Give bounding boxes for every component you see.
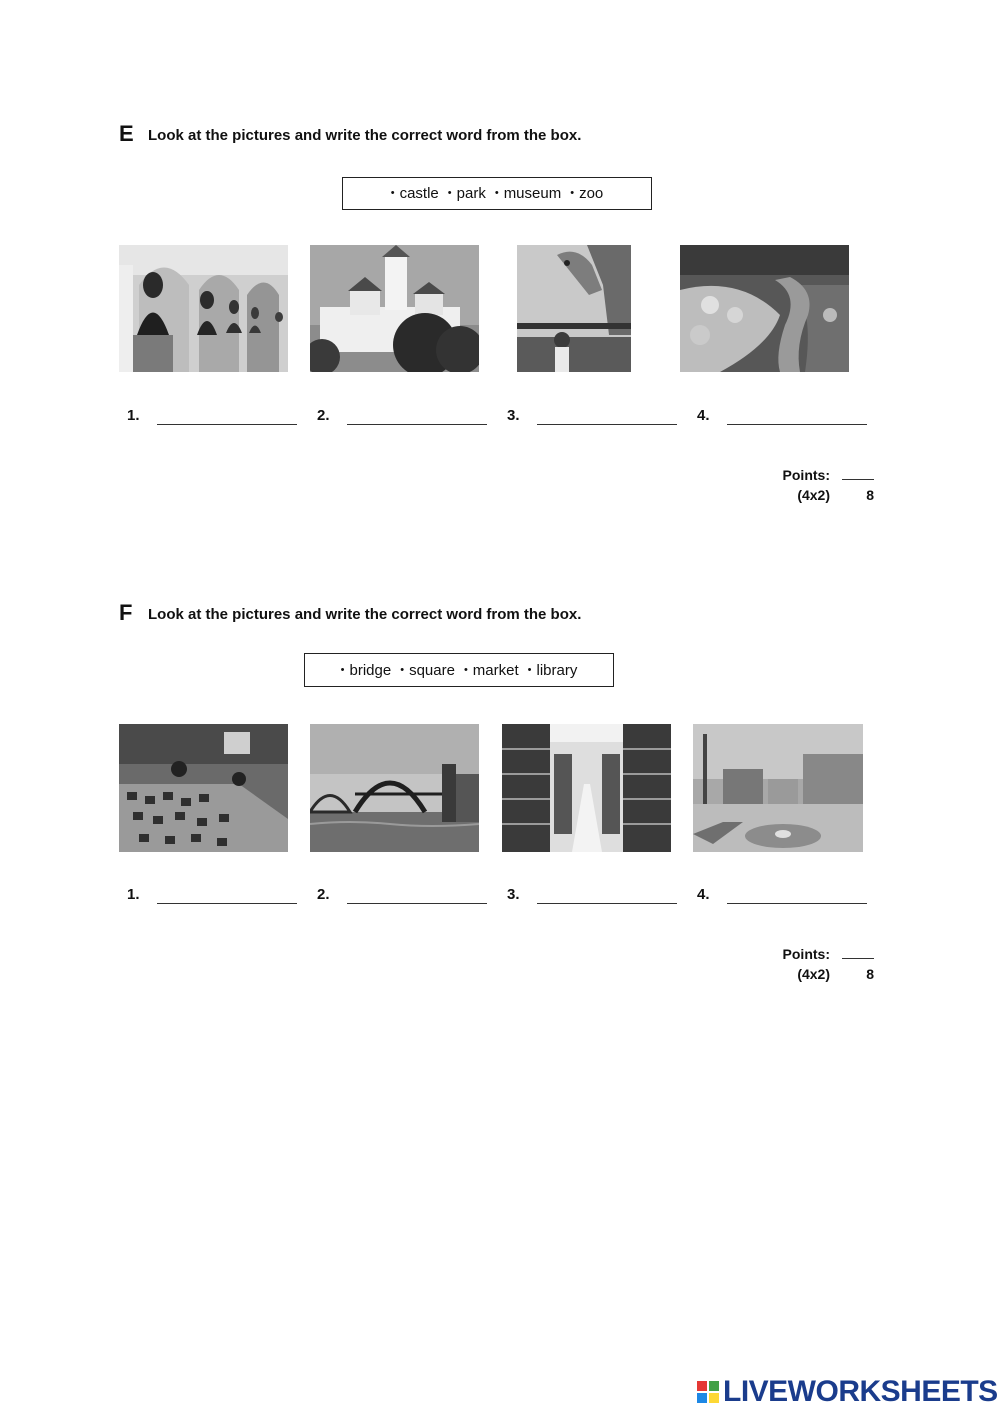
points-f	[770, 944, 874, 984]
points-calc: (4x2)	[797, 487, 830, 503]
answer-number: 1.	[127, 407, 140, 424]
answer-number: 3.	[507, 407, 520, 424]
castle-photo	[310, 245, 479, 372]
word-box-f	[304, 653, 614, 687]
answer-blank-input[interactable]	[537, 885, 677, 904]
answer-number: 2.	[317, 407, 330, 424]
points-total: 8	[866, 487, 874, 503]
answer-blank-input[interactable]	[347, 406, 487, 425]
answer-f-4	[697, 885, 867, 904]
park-photo	[680, 245, 849, 372]
word-park: • park	[448, 185, 486, 202]
section-letter-f: F	[119, 600, 133, 625]
points-label: Points:	[782, 946, 830, 962]
points-calc: (4x2)	[797, 966, 830, 982]
word-square: • square	[400, 662, 455, 679]
square-photo	[693, 724, 863, 852]
answer-blank-input[interactable]	[727, 406, 867, 425]
points-score-input[interactable]	[842, 944, 874, 959]
answer-number: 4.	[697, 886, 710, 903]
section-letter-e: E	[119, 121, 134, 146]
instruction-e: Look at the pictures and write the correct word from the box.	[148, 127, 582, 144]
word-bridge: • bridge	[341, 662, 392, 679]
logo-text: LIVEWORKSHEETS	[723, 1375, 998, 1408]
answer-blank-input[interactable]	[157, 885, 297, 904]
points-score-input[interactable]	[842, 465, 874, 480]
liveworksheets-logo	[697, 1375, 998, 1409]
answer-blank-input[interactable]	[537, 406, 677, 425]
points-label: Points:	[782, 467, 830, 483]
bridge-photo	[310, 724, 479, 852]
answer-e-3	[507, 406, 677, 425]
answer-blank-input[interactable]	[157, 406, 297, 425]
answer-number: 4.	[697, 407, 710, 424]
market-photo	[119, 724, 288, 852]
zoo-photo	[517, 245, 631, 372]
answer-number: 1.	[127, 886, 140, 903]
points-total: 8	[866, 966, 874, 982]
word-box-e	[342, 177, 652, 210]
answer-f-1	[127, 885, 297, 904]
word-market: • market	[464, 662, 519, 679]
word-zoo: • zoo	[570, 185, 603, 202]
answer-e-2	[317, 406, 487, 425]
instruction-f: Look at the pictures and write the correct word from the box.	[148, 606, 582, 623]
answer-blank-input[interactable]	[347, 885, 487, 904]
answer-e-1	[127, 406, 297, 425]
points-e	[770, 465, 874, 505]
answer-f-3	[507, 885, 677, 904]
logo-mark-icon	[697, 1381, 719, 1403]
word-castle: • castle	[391, 185, 439, 202]
answer-f-2	[317, 885, 487, 904]
word-library: • library	[528, 662, 578, 679]
museum-photo	[119, 245, 288, 372]
answer-blank-input[interactable]	[727, 885, 867, 904]
answer-number: 2.	[317, 886, 330, 903]
library-photo	[502, 724, 671, 852]
answer-number: 3.	[507, 886, 520, 903]
answer-e-4	[697, 406, 867, 425]
word-museum: • museum	[495, 185, 561, 202]
